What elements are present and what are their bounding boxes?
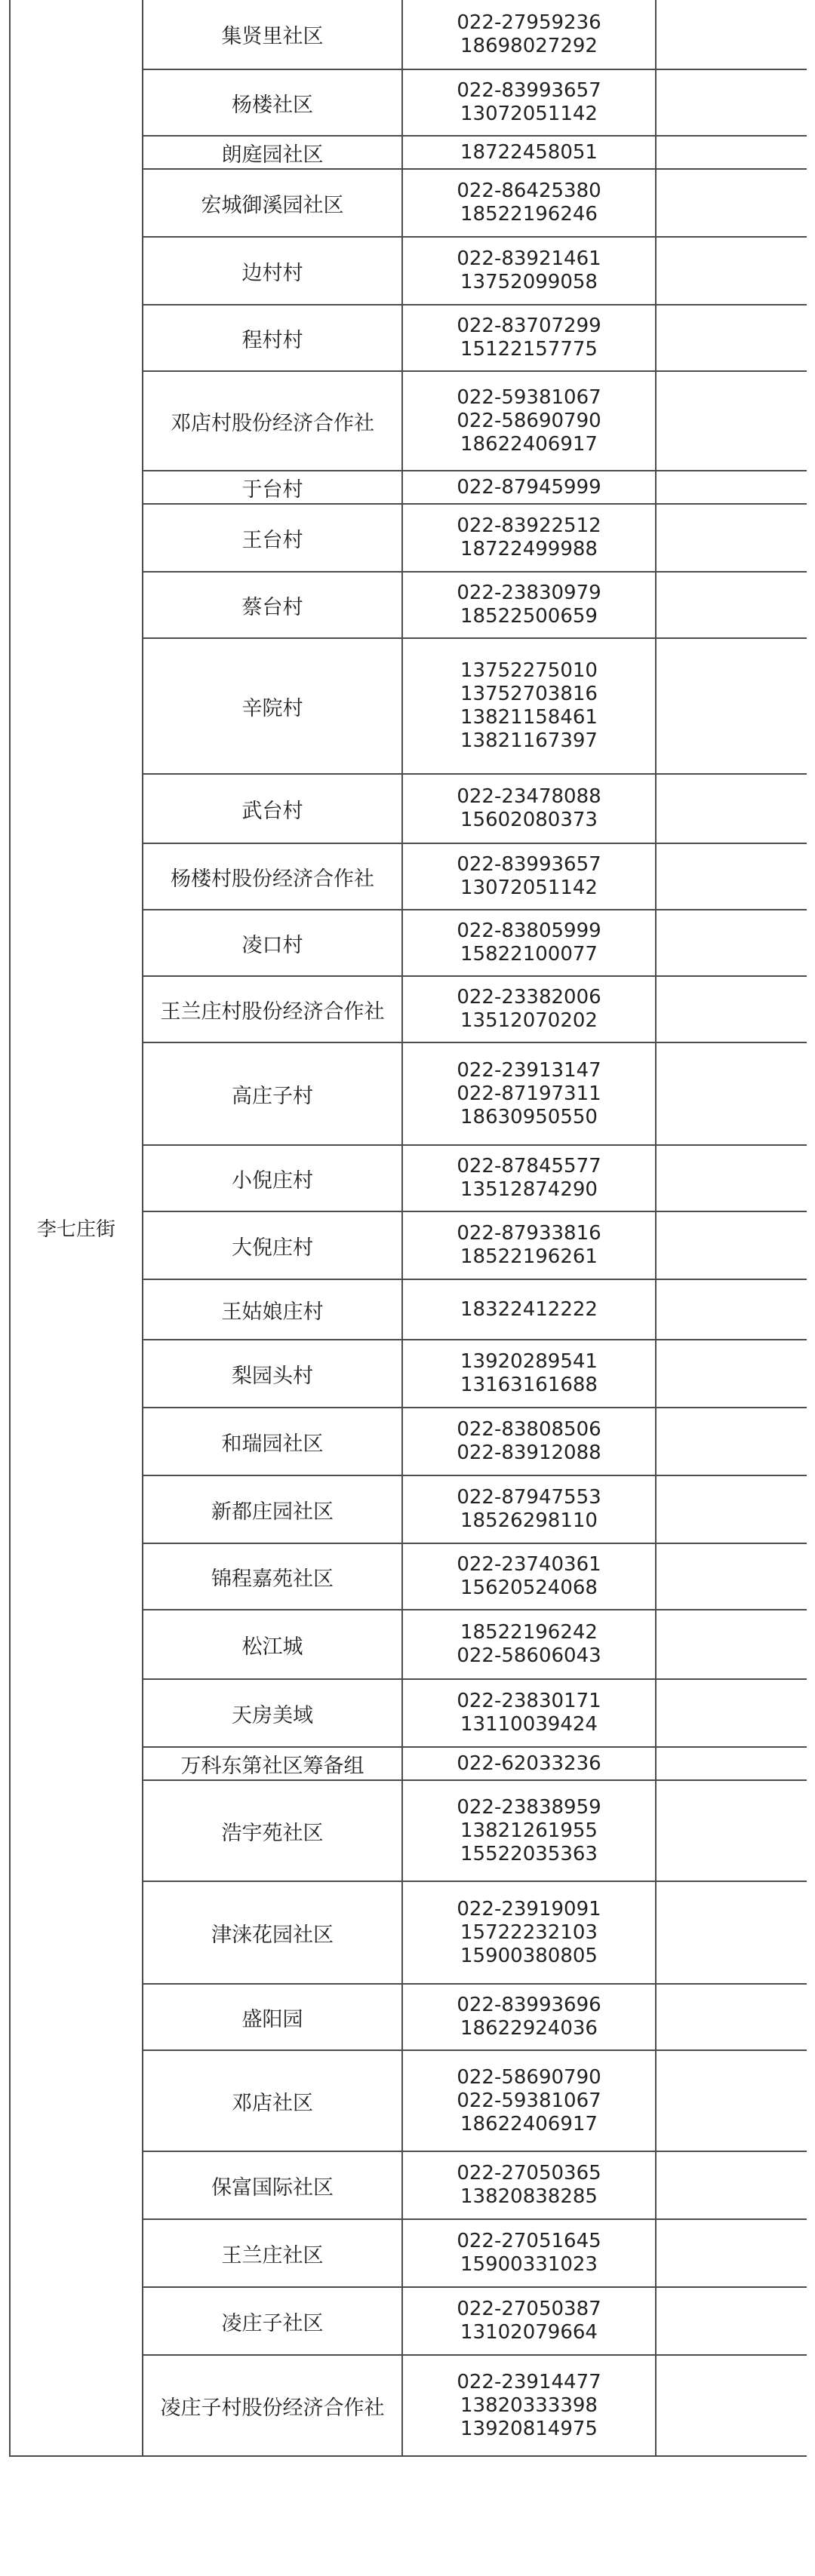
blank-cell: [656, 136, 807, 169]
phone-cell: [402, 2050, 656, 2151]
community-name-cell: 凌口村: [143, 910, 402, 976]
phone-number: 13072051142: [460, 103, 598, 125]
phone-number: 18522196261: [460, 1245, 598, 1268]
blank-cell: [656, 1780, 807, 1881]
community-name-cell: 松江城: [143, 1610, 402, 1679]
phone-number: 15900331023: [460, 2253, 598, 2276]
phone-cell: [402, 2219, 656, 2287]
phone-cell: [402, 169, 656, 237]
phone-number: 18522500659: [460, 605, 598, 628]
blank-cell: [656, 1984, 807, 2050]
phone-number: 022-58690790: [457, 409, 601, 432]
phone-cell: [402, 1145, 656, 1211]
blank-cell: [656, 1042, 807, 1145]
phone-number: 022-23913147: [457, 1058, 601, 1082]
phone-number: 022-23478088: [457, 785, 601, 808]
community-name-cell: 凌庄子村股份经济合作社: [143, 2355, 402, 2456]
blank-cell: [656, 2219, 807, 2287]
phone-number: 022-23740361: [457, 1553, 601, 1576]
community-name-cell: 和瑞园社区: [143, 1408, 402, 1475]
community-name-cell: 杨楼社区: [143, 69, 402, 136]
phone-number: 022-83993696: [457, 1994, 601, 2016]
blank-cell: [656, 1543, 807, 1610]
community-name-cell: 辛院村: [143, 638, 402, 774]
blank-cell: [656, 572, 807, 638]
phone-cell: [402, 1042, 656, 1145]
phone-cell: [402, 305, 656, 371]
phone-number: 022-23830979: [457, 582, 601, 604]
phone-number: 13821167397: [460, 729, 598, 752]
phone-number: 022-27050365: [457, 2162, 601, 2185]
phone-number: 15122157775: [460, 338, 598, 361]
phone-cell: [402, 843, 656, 910]
phone-cell: [402, 2287, 656, 2355]
blank-cell: [656, 1475, 807, 1543]
blank-cell: [656, 471, 807, 504]
phone-number: 13752703816: [460, 683, 598, 705]
community-name-cell: 浩宇苑社区: [143, 1780, 402, 1881]
community-name-cell: 王姑娘庄村: [143, 1279, 402, 1340]
blank-cell: [656, 504, 807, 572]
phone-cell: [402, 0, 656, 69]
phone-number: 022-23914477: [457, 2370, 601, 2393]
community-name-cell: 天房美域: [143, 1679, 402, 1747]
phone-cell: [402, 774, 656, 843]
blank-cell: [656, 1340, 807, 1408]
phone-number: 15620524068: [460, 1577, 598, 1599]
phone-cell: [402, 1610, 656, 1679]
community-name-cell: 蔡台村: [143, 572, 402, 638]
phone-number: 18722458051: [460, 140, 598, 164]
community-name-cell: 锦程嘉苑社区: [143, 1543, 402, 1610]
blank-cell: [656, 0, 807, 69]
phone-number: 18322412222: [460, 1297, 598, 1321]
phone-number: 15522035363: [460, 1842, 598, 1865]
phone-cell: [402, 638, 656, 774]
phone-number: 022-83707299: [457, 315, 601, 337]
community-name-cell: 王台村: [143, 504, 402, 572]
phone-number: 13920814975: [460, 2417, 598, 2440]
blank-cell: [656, 1881, 807, 1984]
phone-number: 022-83912088: [457, 1442, 601, 1464]
phone-number: 13110039424: [460, 1713, 598, 1736]
phone-cell: [402, 69, 656, 136]
community-name-cell: 保富国际社区: [143, 2151, 402, 2219]
phone-cell: [402, 1475, 656, 1543]
phone-cell: [402, 1279, 656, 1340]
community-name-cell: 盛阳园: [143, 1984, 402, 2050]
phone-number: 15602080373: [460, 809, 598, 831]
phone-number: 022-83993657: [457, 79, 601, 102]
phone-cell: [402, 1881, 656, 1984]
phone-cell: [402, 1408, 656, 1475]
phone-number: 13820333398: [460, 2393, 598, 2417]
phone-number: 022-83805999: [457, 920, 601, 942]
blank-cell: [656, 237, 807, 305]
phone-cell: [402, 1780, 656, 1881]
blank-cell: [656, 774, 807, 843]
blank-cell: [656, 169, 807, 237]
community-name-cell: 大倪庄村: [143, 1211, 402, 1279]
blank-cell: [656, 305, 807, 371]
blank-cell: [656, 1747, 807, 1780]
phone-number: 022-58606043: [457, 1644, 601, 1667]
phone-number: 022-23830171: [457, 1690, 601, 1712]
community-name-cell: 万科东第社区筹备组: [143, 1747, 402, 1780]
phone-number: 15722232103: [460, 1920, 598, 1944]
phone-number: 18698027292: [460, 34, 598, 57]
community-name-cell: 高庄子村: [143, 1042, 402, 1145]
blank-cell: [656, 371, 807, 471]
phone-number: 18630950550: [460, 1105, 598, 1128]
blank-cell: [656, 2151, 807, 2219]
phone-number: 022-87197311: [457, 1082, 601, 1105]
phone-cell: [402, 471, 656, 504]
phone-cell: [402, 976, 656, 1042]
blank-cell: [656, 1145, 807, 1211]
blank-cell: [656, 1679, 807, 1747]
phone-number: 18522196242: [460, 1621, 598, 1644]
phone-number: 15900380805: [460, 1944, 598, 1967]
phone-number: 022-83922512: [457, 514, 601, 537]
phone-cell: [402, 504, 656, 572]
phone-cell: [402, 1340, 656, 1408]
phone-number: 18722499988: [460, 538, 598, 560]
community-name-cell: 杨楼村股份经济合作社: [143, 843, 402, 910]
blank-cell: [656, 1279, 807, 1340]
phone-number: 18622924036: [460, 2017, 598, 2040]
community-name-cell: 于台村: [143, 471, 402, 504]
contact-table-body: [10, 0, 807, 2456]
phone-cell: [402, 2355, 656, 2456]
phone-number: 022-83993657: [457, 853, 601, 876]
community-name-cell: 凌庄子社区: [143, 2287, 402, 2355]
phone-number: 18622406917: [460, 432, 598, 456]
phone-cell: [402, 237, 656, 305]
community-name-cell: 宏城御溪园社区: [143, 169, 402, 237]
phone-number: 13072051142: [460, 877, 598, 899]
phone-number: 13752275010: [460, 659, 598, 682]
phone-number: 022-86425380: [457, 180, 601, 202]
phone-number: 022-83921461: [457, 247, 601, 270]
blank-cell: [656, 2287, 807, 2355]
phone-cell: [402, 2151, 656, 2219]
community-name-cell: 朗庭园社区: [143, 136, 402, 169]
phone-number: 18526298110: [460, 1509, 598, 1532]
community-name-cell: 邓店村股份经济合作社: [143, 371, 402, 471]
community-name-cell: 小倪庄村: [143, 1145, 402, 1211]
blank-cell: [656, 976, 807, 1042]
phone-number: 13512874290: [460, 1178, 598, 1201]
phone-cell: [402, 910, 656, 976]
phone-cell: [402, 136, 656, 169]
blank-cell: [656, 2050, 807, 2151]
phone-number: 18522196246: [460, 203, 598, 226]
blank-cell: [656, 638, 807, 774]
phone-number: 18622406917: [460, 2112, 598, 2135]
community-name-cell: 梨园头村: [143, 1340, 402, 1408]
street-name-cell: 李七庄街: [10, 0, 143, 2456]
table-row: [10, 0, 807, 69]
community-name-cell: 集贤里社区: [143, 0, 402, 69]
phone-number: 13102079664: [460, 2321, 598, 2344]
community-name-cell: 新都庄园社区: [143, 1475, 402, 1543]
community-name-cell: 邓店社区: [143, 2050, 402, 2151]
phone-number: 022-27051645: [457, 2230, 601, 2252]
phone-cell: [402, 1679, 656, 1747]
blank-cell: [656, 2355, 807, 2456]
phone-number: 022-23838959: [457, 1795, 601, 1819]
community-name-cell: 武台村: [143, 774, 402, 843]
phone-number: 022-58690790: [457, 2065, 601, 2089]
phone-number: 15822100077: [460, 943, 598, 966]
phone-cell: [402, 1211, 656, 1279]
contact-table: [9, 0, 807, 2457]
phone-number: 13920289541: [460, 1350, 598, 1373]
community-name-cell: 程村村: [143, 305, 402, 371]
phone-number: 022-83808506: [457, 1418, 601, 1441]
community-name-cell: 边村村: [143, 237, 402, 305]
phone-number: 13163161688: [460, 1374, 598, 1396]
phone-number: 022-23382006: [457, 986, 601, 1009]
phone-number: 022-23919091: [457, 1897, 601, 1920]
phone-cell: [402, 572, 656, 638]
phone-number: 13512070202: [460, 1009, 598, 1032]
phone-number: 13752099058: [460, 271, 598, 293]
blank-cell: [656, 1211, 807, 1279]
phone-number: 13820838285: [460, 2185, 598, 2208]
phone-number: 022-87947553: [457, 1486, 601, 1509]
community-name-cell: 津涞花园社区: [143, 1881, 402, 1984]
phone-number: 022-27050387: [457, 2298, 601, 2320]
blank-cell: [656, 1610, 807, 1679]
phone-cell: [402, 1543, 656, 1610]
blank-cell: [656, 910, 807, 976]
blank-cell: [656, 843, 807, 910]
phone-number: 13821158461: [460, 706, 598, 729]
blank-cell: [656, 69, 807, 136]
community-name-cell: 王兰庄村股份经济合作社: [143, 976, 402, 1042]
phone-number: 022-27959236: [457, 11, 601, 34]
community-name-cell: 王兰庄社区: [143, 2219, 402, 2287]
phone-number: 13821261955: [460, 1819, 598, 1842]
phone-number: 022-87845577: [457, 1155, 601, 1177]
phone-cell: [402, 1984, 656, 2050]
phone-number: 022-87945999: [457, 475, 601, 499]
blank-cell: [656, 1408, 807, 1475]
phone-cell: [402, 371, 656, 471]
phone-number: 022-87933816: [457, 1222, 601, 1245]
phone-number: 022-59381067: [457, 385, 601, 409]
phone-number: 022-62033236: [457, 1752, 601, 1775]
phone-number: 022-59381067: [457, 2089, 601, 2112]
phone-cell: [402, 1747, 656, 1780]
